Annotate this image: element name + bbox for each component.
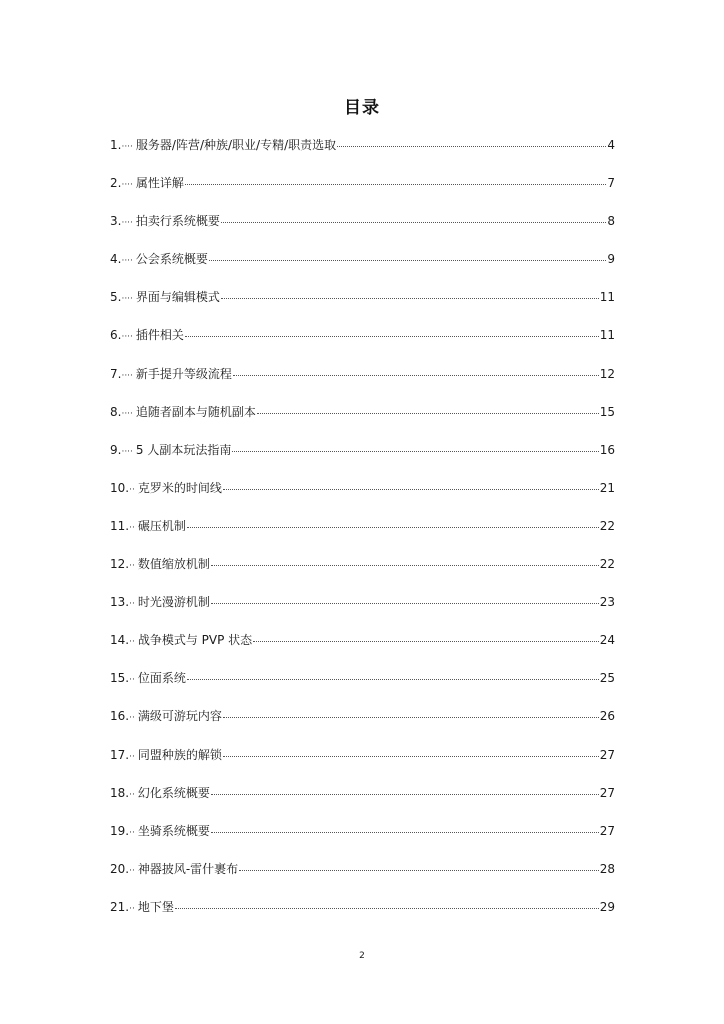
toc-entry-page: 11: [599, 328, 615, 343]
toc-entry-title: 5 人副本玩法指南: [135, 442, 232, 457]
toc-dot-leader: [209, 248, 606, 261]
toc-entry[interactable]: [110, 669, 615, 707]
toc-entry-leader: ····: [121, 256, 133, 267]
toc-dot-leader: [185, 172, 606, 185]
toc-entry-leader: ··: [129, 484, 135, 495]
toc-entry-title: 拍卖行系统概要: [135, 214, 220, 229]
toc-entry-leader: ····: [121, 218, 133, 229]
toc-entry-leader: ····: [121, 408, 133, 419]
toc-entry-title: 界面与编辑模式: [135, 290, 220, 305]
toc-entry-number: 18.: [110, 785, 130, 800]
toc-entry-number: 7.: [110, 366, 122, 381]
toc-dot-leader: [232, 439, 598, 452]
toc-entry[interactable]: [110, 250, 615, 288]
toc-dot-leader: [257, 401, 599, 414]
toc-entry-number: 15.: [110, 671, 130, 686]
toc-entry-title: 数值缩放机制: [137, 557, 210, 572]
toc-entry-title: 新手提升等级流程: [135, 366, 232, 381]
toc-entry[interactable]: [110, 860, 615, 898]
page-number: 2: [359, 951, 365, 961]
toc-entry-leader: ··: [129, 599, 135, 610]
toc-entry-leader: ··: [129, 713, 135, 724]
toc-entry[interactable]: [110, 784, 615, 822]
toc-entry-page: 15: [599, 404, 615, 419]
toc-entry[interactable]: [110, 288, 615, 326]
toc-entry[interactable]: [110, 631, 615, 669]
toc-entry-page: 27: [599, 823, 615, 838]
toc-entry-page: 4: [607, 138, 615, 152]
toc-entry-page: 25: [599, 671, 615, 686]
toc-entry-leader: ··: [129, 865, 135, 876]
toc-entry-title: 坐骑系统概要: [137, 823, 210, 838]
toc-entry[interactable]: [110, 707, 615, 745]
toc-dot-leader: [211, 820, 599, 833]
toc-entry-number: 3.: [110, 214, 122, 229]
toc-entry-title: 克罗米的时间线: [137, 480, 222, 495]
toc-entry-page: 9: [607, 252, 615, 267]
toc-entry-page: 29: [599, 899, 615, 914]
toc-dot-leader: [221, 210, 606, 223]
toc-entry-leader: ··: [129, 522, 135, 533]
toc-entry-page: 27: [599, 785, 615, 800]
toc-dot-leader: [239, 858, 599, 871]
toc-dot-leader: [233, 363, 599, 376]
toc-entry-leader: ··: [129, 789, 135, 800]
toc-entry[interactable]: [110, 441, 615, 479]
toc-entry[interactable]: [110, 326, 615, 364]
toc-entry-page: 23: [599, 595, 615, 610]
toc-dot-leader: [253, 629, 599, 642]
toc-entry-leader: ··: [129, 675, 135, 686]
toc-entry-title: 碾压机制: [137, 518, 186, 533]
toc-entry-title: 神器披风-雷什裹布: [137, 861, 239, 876]
toc-entry-page: 12: [599, 366, 615, 381]
toc-entry-title: 战争模式与 PVP 状态: [137, 633, 253, 648]
toc-entry[interactable]: [110, 479, 615, 517]
toc-entry[interactable]: [110, 212, 615, 250]
toc-entry-number: 8.: [110, 404, 122, 419]
toc-entry-title: 插件相关: [135, 328, 184, 343]
toc-entry-number: 12.: [110, 557, 130, 572]
toc-entry-leader: ····: [121, 142, 133, 152]
toc-entry-title: 位面系统: [137, 671, 186, 686]
toc-entry-page: 8: [607, 214, 615, 229]
toc-entry-page: 16: [599, 442, 615, 457]
toc-entry-title: 地下堡: [137, 899, 174, 914]
toc-entry-leader: ··: [129, 751, 135, 762]
toc-entry-number: 14.: [110, 633, 130, 648]
toc-entry-number: 16.: [110, 709, 130, 724]
toc-entry[interactable]: [110, 898, 615, 936]
toc-entry[interactable]: [110, 365, 615, 403]
toc-list: [110, 136, 615, 936]
toc-entry-page: 27: [599, 747, 615, 762]
toc-entry-title: 追随者副本与随机副本: [135, 404, 256, 419]
toc-entry-number: 9.: [110, 442, 122, 457]
toc-dot-leader: [221, 286, 599, 299]
toc-entry-number: 11.: [110, 518, 130, 533]
toc-entry-title: 属性详解: [135, 176, 184, 191]
toc-entry[interactable]: [110, 136, 615, 174]
toc-entry-number: 17.: [110, 747, 130, 762]
toc-entry[interactable]: [110, 403, 615, 441]
toc-entry-title: 服务器/阵营/种族/职业/专精/职责选取: [135, 138, 337, 152]
toc-dot-leader: [337, 134, 606, 147]
toc-entry-page: 26: [599, 709, 615, 724]
toc-title: 目录: [344, 98, 380, 118]
toc-dot-leader: [187, 515, 599, 528]
toc-entry-number: 6.: [110, 328, 122, 343]
toc-entry-page: 22: [599, 557, 615, 572]
toc-entry-leader: ····: [121, 370, 133, 381]
toc-entry-page: 24: [599, 633, 615, 648]
toc-entry-leader: ····: [121, 180, 133, 191]
toc-dot-leader: [211, 782, 599, 795]
toc-entry[interactable]: [110, 746, 615, 784]
toc-entry-page: 28: [599, 861, 615, 876]
toc-entry-page: 7: [607, 176, 615, 191]
toc-dot-leader: [211, 553, 599, 566]
toc-entry-leader: ····: [121, 294, 133, 305]
toc-entry-page: 11: [599, 290, 615, 305]
toc-dot-leader: [185, 324, 599, 337]
toc-dot-leader: [211, 591, 599, 604]
toc-entry-number: 21.: [110, 899, 130, 914]
toc-entry[interactable]: [110, 174, 615, 212]
toc-entry-number: 2.: [110, 176, 122, 191]
toc-entry-page: 21: [599, 480, 615, 495]
toc-entry-title: 公会系统概要: [135, 252, 208, 267]
toc-dot-leader: [223, 477, 599, 490]
toc-entry[interactable]: [110, 822, 615, 860]
toc-entry-leader: ····: [121, 446, 133, 457]
toc-entry-number: 13.: [110, 595, 130, 610]
toc-dot-leader: [223, 744, 599, 757]
toc-entry-title: 时光漫游机制: [137, 595, 210, 610]
toc-entry[interactable]: [110, 593, 615, 631]
toc-entry-title: 满级可游玩内容: [137, 709, 222, 724]
toc-entry-number: 1.: [110, 138, 122, 152]
toc-entry-leader: ··: [129, 903, 135, 914]
toc-entry-leader: ··: [129, 827, 135, 838]
toc-entry-page: 22: [599, 518, 615, 533]
toc-dot-leader: [187, 667, 599, 680]
toc-entry-number: 10.: [110, 480, 130, 495]
toc-entry-number: 4.: [110, 252, 122, 267]
toc-entry-number: 19.: [110, 823, 130, 838]
toc-entry-leader: ··: [129, 637, 135, 648]
toc-entry[interactable]: [110, 517, 615, 555]
toc-dot-leader: [223, 705, 599, 718]
toc-entry-title: 幻化系统概要: [137, 785, 210, 800]
toc-entry-leader: ··: [129, 561, 135, 572]
toc-entry-number: 5.: [110, 290, 122, 305]
toc-entry-leader: ····: [121, 332, 133, 343]
toc-entry[interactable]: [110, 555, 615, 593]
toc-entry-number: 20.: [110, 861, 130, 876]
toc-dot-leader: [175, 896, 599, 909]
toc-entry-title: 同盟种族的解锁: [137, 747, 222, 762]
